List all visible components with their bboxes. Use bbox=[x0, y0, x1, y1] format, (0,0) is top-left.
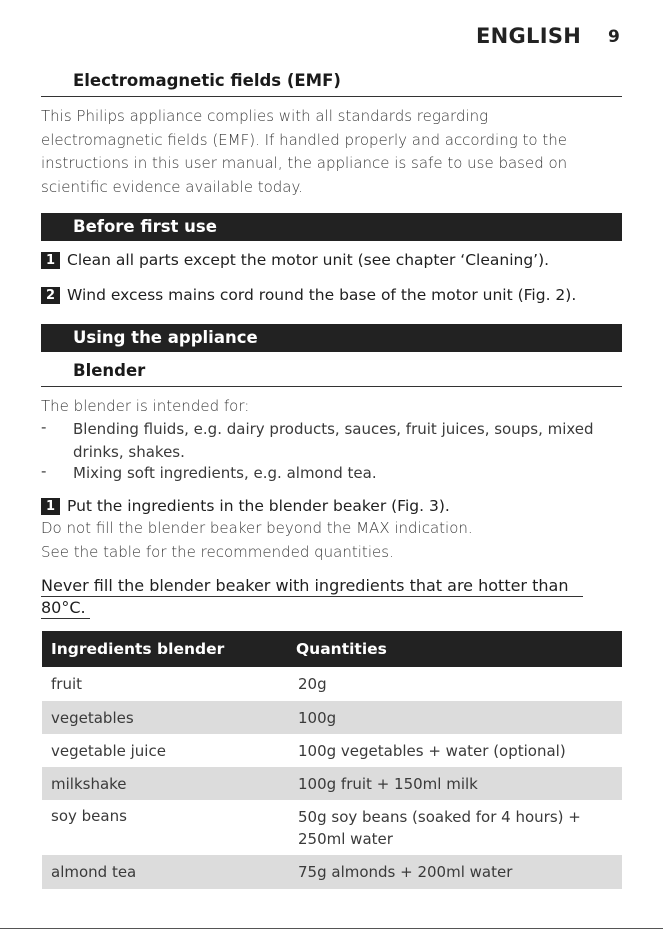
blender-intro: The blender is intended for: bbox=[41, 397, 250, 415]
table-row bbox=[42, 855, 622, 889]
table-row bbox=[42, 701, 622, 734]
emf-line: electromagnetic fields (EMF). If handled properly and according to the bbox=[41, 130, 567, 149]
quantities-table bbox=[42, 631, 622, 889]
emf-line: instructions in this user manual, the appliance is safe to use based on bbox=[41, 154, 568, 172]
step-put-ingredients bbox=[41, 497, 450, 515]
hot-ingredients-warning bbox=[41, 575, 601, 619]
emf-line: scientific evidence available today. bbox=[41, 177, 304, 196]
quantity-line: 250ml water bbox=[298, 829, 393, 848]
step-number: 1 bbox=[41, 498, 60, 515]
warning-line: 80°C. bbox=[41, 598, 86, 617]
step-number: 2 bbox=[41, 287, 60, 304]
quantity-cell bbox=[287, 667, 622, 701]
table-row bbox=[42, 734, 622, 767]
ingredient-cell: milkshake bbox=[42, 767, 287, 800]
table-row bbox=[42, 667, 622, 701]
emf-heading-rule bbox=[41, 96, 622, 97]
quantity-cell bbox=[287, 734, 622, 767]
step-text: Clean all parts except the motor unit (see chapter ‘Cleaning’). bbox=[67, 251, 550, 269]
quantity-line: 75g almonds + 200ml water bbox=[298, 863, 513, 881]
emf-heading: Electromagnetic fields (EMF) bbox=[73, 71, 341, 90]
step-wind-cord bbox=[41, 286, 576, 304]
blender-note bbox=[41, 517, 626, 564]
emf-paragraph bbox=[41, 105, 626, 199]
warning-underline bbox=[41, 618, 90, 619]
bullet-line: Blending fluids, e.g. dairy products, sauces, fruit juices, soups, mixed bbox=[73, 420, 594, 438]
ingredient-cell: fruit bbox=[51, 675, 83, 693]
using-appliance-heading: Using the appliance bbox=[73, 328, 258, 347]
page-bottom-rule bbox=[0, 928, 663, 929]
quantity-cell bbox=[287, 800, 622, 855]
step-number: 1 bbox=[41, 252, 60, 269]
table-row bbox=[42, 767, 622, 800]
blender-heading: Blender bbox=[73, 361, 146, 380]
ingredient-cell: vegetable juice bbox=[51, 741, 166, 760]
page-number: 9 bbox=[608, 27, 620, 47]
blender-heading-rule bbox=[41, 386, 622, 387]
step-clean bbox=[41, 251, 549, 269]
warning-line: Never fill the blender beaker with ingredients that are hotter than bbox=[41, 576, 569, 595]
quantity-cell bbox=[287, 767, 622, 800]
quantity-line: 100g vegetables + water (optional) bbox=[298, 741, 566, 760]
quantity-line: 50g soy beans (soaked for 4 hours) + bbox=[298, 807, 581, 826]
bullet-line: Mixing soft ingredients, e.g. almond tea. bbox=[73, 464, 377, 482]
note-line: Do not fill the blender beaker beyond the MAX indication. bbox=[41, 519, 473, 537]
note-line: See the table for the recommended quantities. bbox=[41, 542, 394, 561]
column-header: Quantities bbox=[287, 631, 622, 667]
bullet-dash: - bbox=[41, 418, 47, 436]
bullet-mixing-soft bbox=[73, 462, 613, 485]
bullet-dash: - bbox=[41, 462, 47, 480]
quantity-line: 20g bbox=[298, 675, 327, 693]
table-header-row bbox=[42, 631, 622, 667]
before-first-use-heading: Before first use bbox=[73, 217, 217, 236]
ingredient-cell: almond tea bbox=[42, 855, 287, 889]
quantity-line: 100g bbox=[298, 708, 337, 727]
quantity-cell bbox=[287, 701, 622, 734]
step-text: Put the ingredients in the blender beaker (Fig. 3). bbox=[67, 497, 450, 515]
ingredient-cell: soy beans bbox=[51, 807, 127, 825]
table-row bbox=[42, 800, 622, 855]
step-text: Wind excess mains cord round the base of the motor unit (Fig. 2). bbox=[67, 286, 577, 304]
emf-line: This Philips appliance complies with all standards regarding bbox=[41, 107, 489, 125]
warning-underline bbox=[41, 596, 583, 597]
header-language: ENGLISH bbox=[476, 24, 582, 48]
column-header: Ingredients blender bbox=[42, 631, 287, 667]
bullet-line: drinks, shakes. bbox=[73, 442, 185, 461]
quantity-cell bbox=[287, 855, 622, 889]
quantity-line: 100g fruit + 150ml milk bbox=[298, 774, 478, 793]
bullet-blending-fluids bbox=[73, 418, 613, 463]
ingredient-cell: vegetables bbox=[42, 701, 287, 734]
